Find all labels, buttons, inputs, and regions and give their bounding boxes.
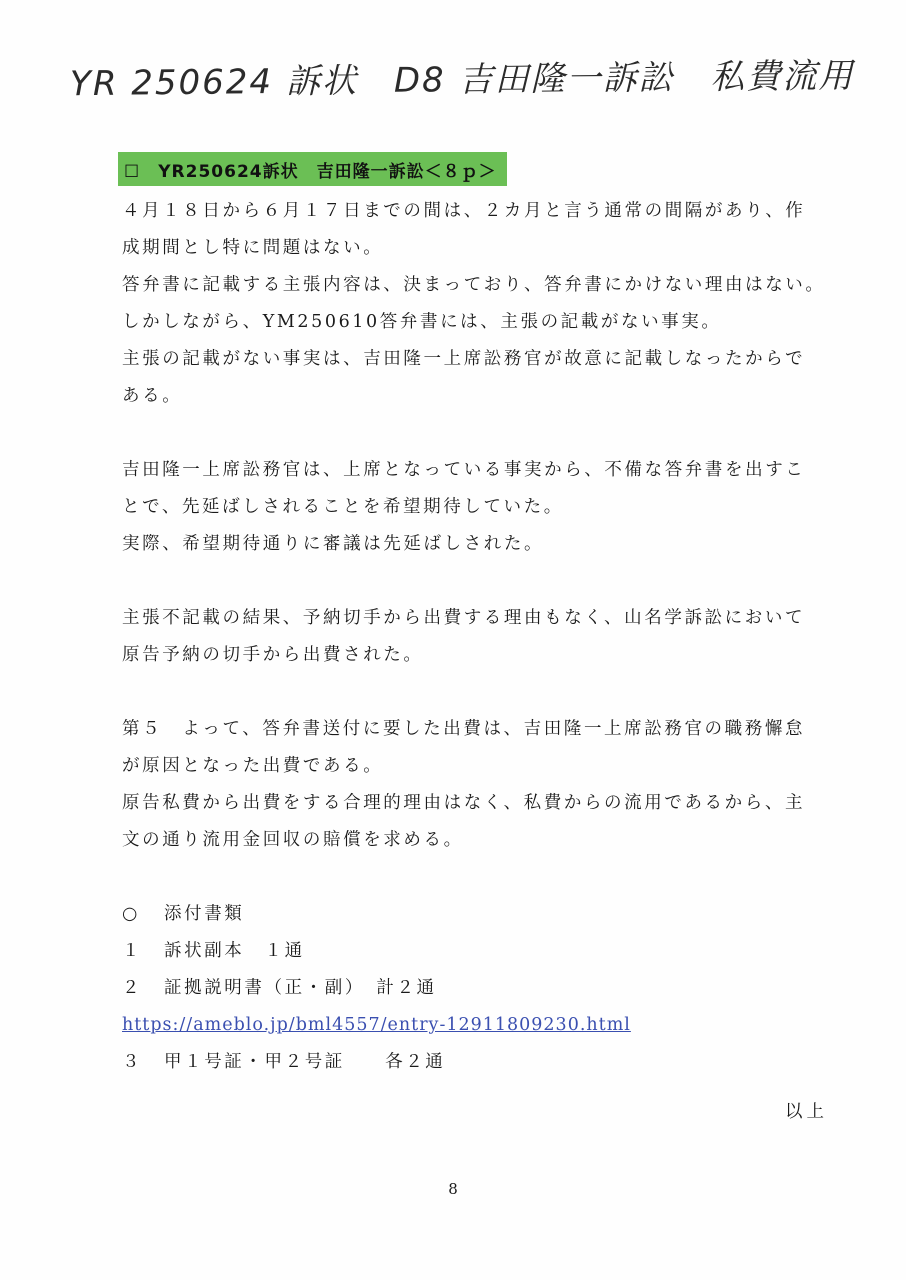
paragraph4-line: 第５ よって、答弁書送付に要した出費は、吉田隆一上席訟務官の職務懈怠 (122, 719, 806, 739)
attachment-number: ３ (122, 1052, 143, 1072)
link-line (122, 1007, 834, 1044)
paragraph1-line: 答弁書に記載する主張内容は、決まっており、答弁書にかけない理由はない。 (122, 275, 826, 295)
paragraph1-line: ４月１８日から６月１７日までの間は、２カ月と言う通常の間隔があり、作 (122, 201, 806, 221)
paragraph1-line: 主張の記載がない事実は、吉田隆一上席訟務官が故意に記載しなったからで (122, 349, 806, 369)
paragraph-gap (122, 674, 834, 711)
paragraph4-line: が原因となった出費である。 (122, 756, 384, 776)
paragraph1-line: 成期間とし特に問題はない。 (122, 238, 384, 258)
attachments-label: 添付書類 (164, 904, 245, 924)
attachment-text: 訴状副本 １通 (164, 941, 305, 961)
paragraph2-line: 吉田隆一上席訟務官は、上席となっている事実から、不備な答弁書を出すこ (122, 460, 806, 480)
attachment-number: ２ (122, 978, 143, 998)
closing-text: 以上 (785, 1102, 828, 1122)
attachment-number: １ (122, 941, 143, 961)
paragraph-gap (122, 859, 834, 896)
paragraph3-line: 原告予納の切手から出費された。 (122, 645, 424, 665)
page-number: 8 (448, 1180, 458, 1198)
paragraph2-line: 実際、希望期待通りに審議は先延ばしされた。 (122, 534, 545, 554)
attachments-header (122, 896, 834, 933)
attachment-item (122, 970, 834, 1007)
circle-mark-icon: ○ (122, 904, 140, 924)
attachment-text: 甲１号証・甲２号証 各２通 (164, 1052, 446, 1072)
paragraph1-line: ある。 (122, 386, 183, 406)
attachment-text: 証拠説明書（正・副） 計２通 (164, 978, 437, 998)
attachment-item (122, 933, 834, 970)
section-heading: ☐ YR250624訴状 吉田隆一訴訟＜８ｐ＞ (118, 152, 507, 186)
attachment-item (122, 1044, 834, 1081)
document-body (122, 193, 834, 1081)
paragraph-gap (122, 563, 834, 600)
paragraph-gap (122, 415, 834, 452)
paragraph3-line: 主張不記載の結果、予納切手から出費する理由もなく、山名学訴訟において (122, 608, 806, 628)
paragraph4-line: 文の通り流用金回収の賠償を求める。 (122, 830, 464, 850)
paragraph1-line: しかしながら、YM250610答弁書には、主張の記載がない事実。 (122, 312, 722, 332)
handwritten-title: YR 250624 訴状 D8 吉田隆一訴訟 私費流用 (69, 55, 855, 105)
paragraph4-line: 原告私費から出費をする合理的理由はなく、私費からの流用であるから、主 (122, 793, 806, 813)
ameblo-link[interactable]: https://ameblo.jp/bml4557/entry-12911809230.html (122, 1015, 631, 1035)
paragraph2-line: とで、先延ばしされることを希望期待していた。 (122, 497, 564, 517)
